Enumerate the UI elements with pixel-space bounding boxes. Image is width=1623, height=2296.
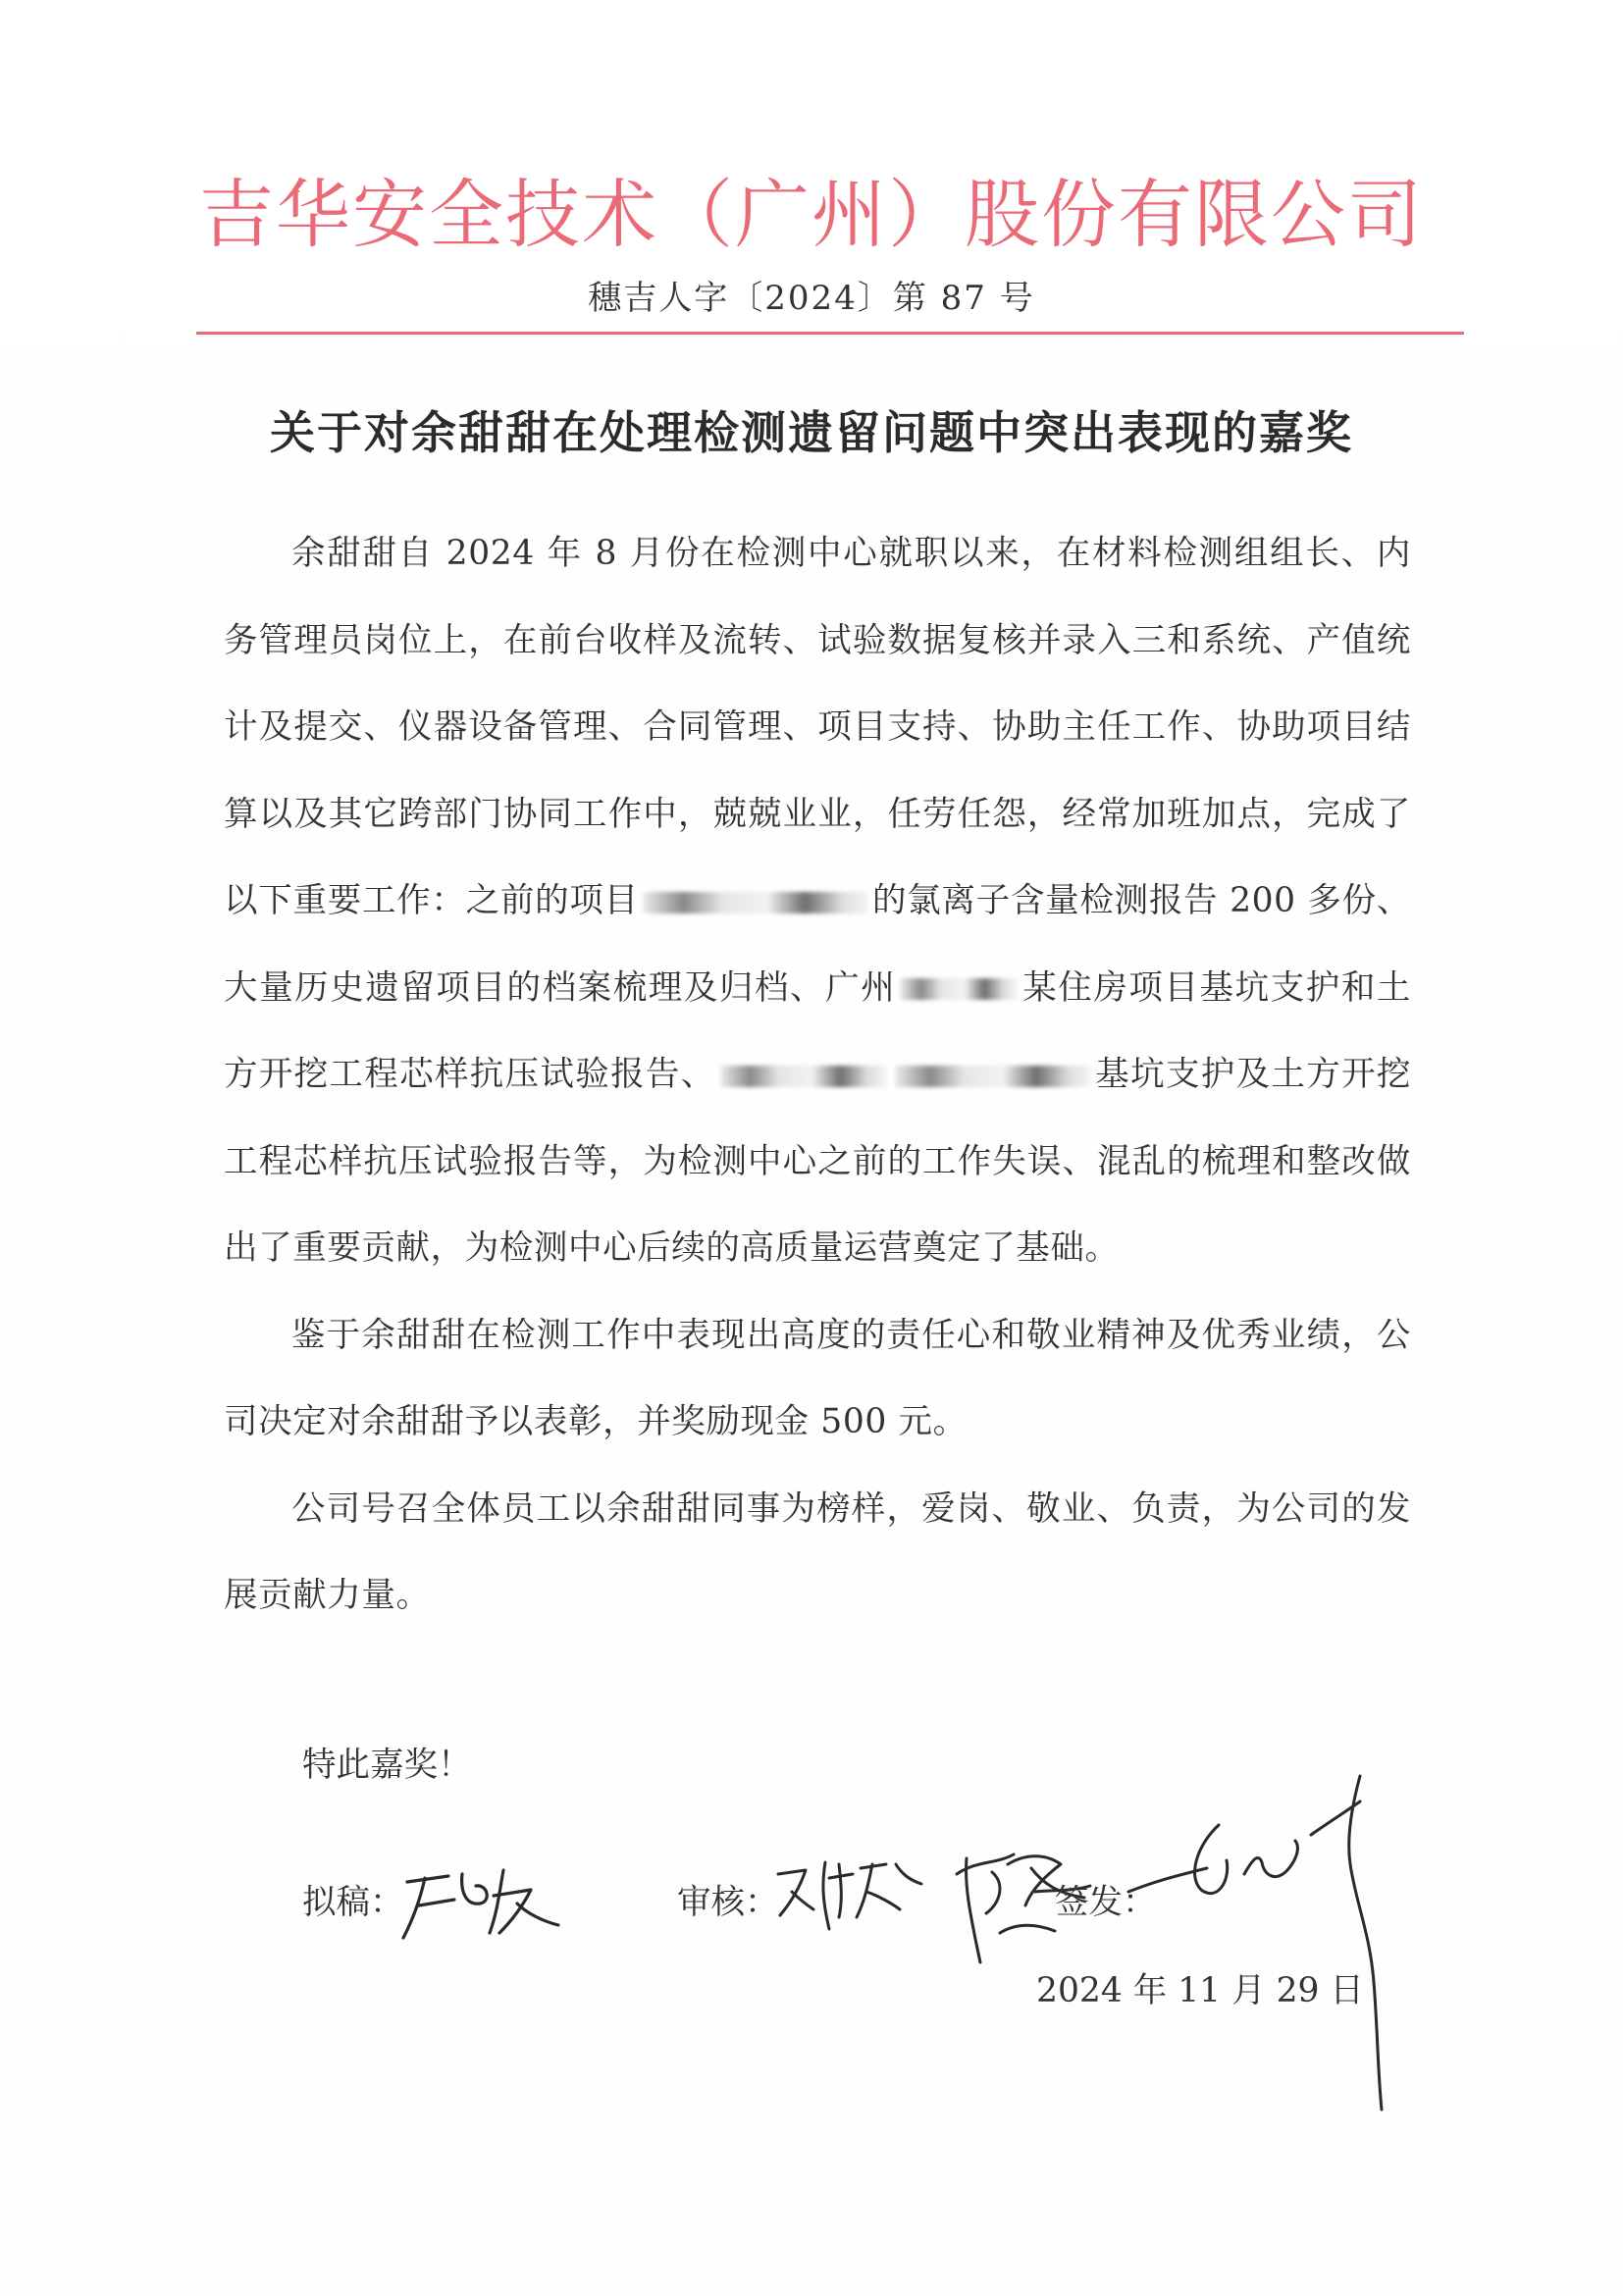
document-title: 关于对余甜甜在处理检测遗留问题中突出表现的嘉奖 bbox=[270, 406, 1353, 459]
draft-label: 拟稿： bbox=[302, 1883, 404, 1922]
signing-date: 2024 年 11 月 29 日 bbox=[1036, 1971, 1364, 2010]
body-paragraph-1 bbox=[224, 510, 1411, 1292]
issuer-signature bbox=[1128, 1766, 1423, 2119]
redacted-location bbox=[900, 978, 1018, 1000]
body-paragraph-1-part2: 的氯离子含量检测报告 200 多份、大量历史遗留项目的档案梳理及归档、广州 bbox=[224, 881, 1411, 1008]
document-body bbox=[224, 510, 1411, 1640]
review-label: 审核： bbox=[677, 1883, 779, 1922]
redacted-project-name bbox=[720, 1066, 887, 1087]
body-paragraph-1-part3: 某住房项目基坑支护和土方开挖工程芯样抗压试验报告、 bbox=[224, 967, 1411, 1094]
body-paragraph-1-part4: 基坑支护及土方开挖工程芯样抗压试验报告等，为检测中心之前的工作失误、混乱的梳理和整改做出了重要贡献，为检测中心后续的高质量运营奠定了基础。 bbox=[224, 1055, 1411, 1268]
body-paragraph-2: 鉴于余甜甜在检测工作中表现出高度的责任心和敬业精神及优秀业绩，公司决定对余甜甜予以表彰，并奖励现金 500 元。 bbox=[224, 1315, 1411, 1441]
redacted-project-name bbox=[643, 892, 868, 913]
body-paragraph-3: 公司号召全体员工以余甜甜同事为榜样，爱岗、敬业、负责，为公司的发展贡献力量。 bbox=[224, 1488, 1411, 1615]
redacted-project-name bbox=[895, 1066, 1091, 1087]
closing-remark: 特此嘉奖！ bbox=[302, 1746, 472, 1785]
letterhead-divider bbox=[196, 332, 1464, 335]
review-signature bbox=[770, 1835, 927, 1943]
issue-label: 签发： bbox=[1055, 1883, 1157, 1922]
body-paragraph-1-part1: 余甜甜自 2024 年 8 月份在检测中心就职以来，在材料检测组组长、内务管理员岗位上，在前台收样及流转、试验数据复核并录入三和系统、产值统计及提交、仪器设备管理、合同管理、项目支持、协助主任工作、协助项目结算以及其它跨部门协同工作中，兢兢业业，任劳任怨，经常加班加点，完成了以下重要工作：之前的项目 bbox=[224, 534, 1411, 920]
draft-signature bbox=[397, 1845, 564, 1953]
company-letterhead: 吉华安全技术（广州）股份有限公司 bbox=[199, 171, 1424, 258]
document-number: 穗吉人字〔2024〕第 87 号 bbox=[588, 279, 1035, 318]
